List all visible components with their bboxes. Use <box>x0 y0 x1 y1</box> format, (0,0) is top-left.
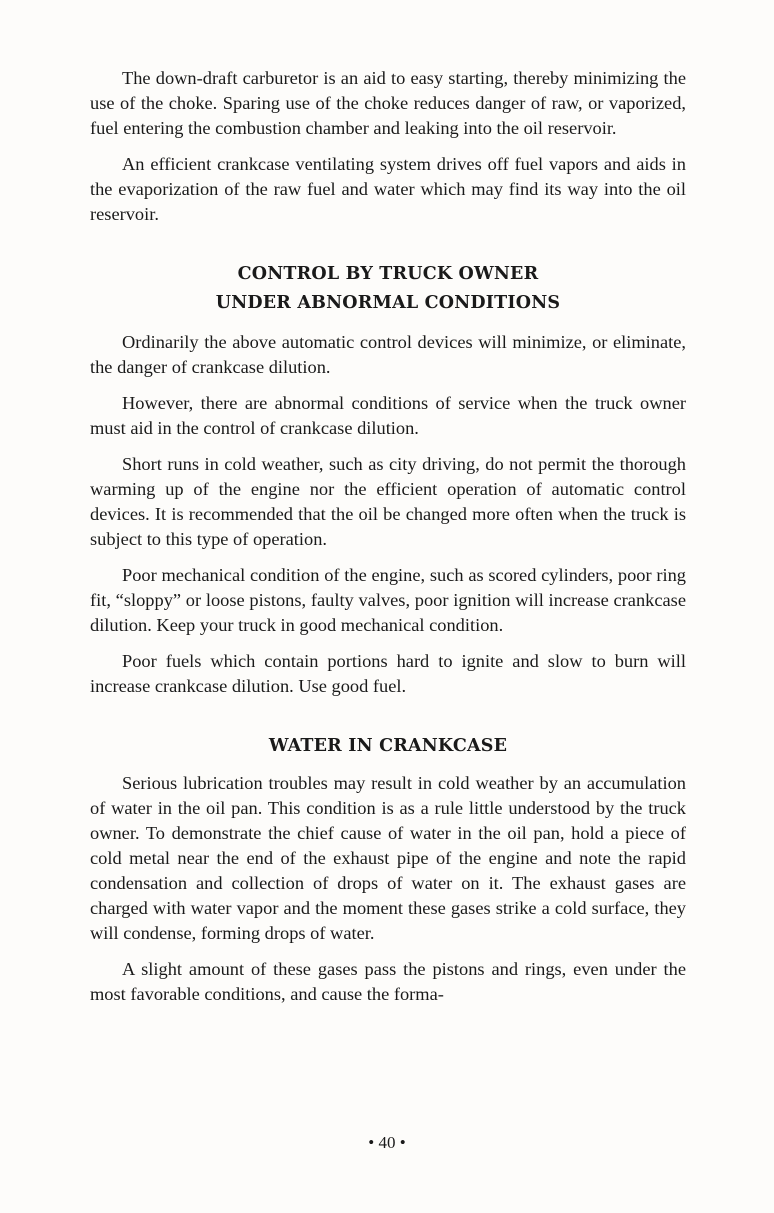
control-paragraph-short-runs: Short runs in cold weather, such as city driving, do not permit the thorough warming up of the engine nor the efficient operation of automatic control devices. It is recommended that the oil be changed more often when the truck is subject to this type of operation. <box>90 454 686 549</box>
section-heading-control <box>90 260 686 318</box>
section-heading-control-line1: CONTROL BY TRUCK OWNER <box>237 264 539 284</box>
control-paragraph-ordinarily: Ordinarily the above automatic control devices will minimize, or eliminate, the danger of crankcase dilution. <box>90 332 686 377</box>
section-heading-water-title: WATER IN CRANKCASE <box>268 736 508 756</box>
intro-paragraph-carburetor: The down-draft carburetor is an aid to easy starting, thereby minimizing the use of the choke. Sparing use of the choke reduces danger of raw, or vaporized, fuel entering the combustion chamber and leaking into the oil reservoir. <box>90 68 686 138</box>
section-heading-control-line2: UNDER ABNORMAL CONDITIONS <box>215 293 561 313</box>
water-paragraph-slight-amount: A slight amount of these gases pass the pistons and rings, even under the most favorable conditions, and cause the forma- <box>90 959 686 1004</box>
control-paragraph-mechanical: Poor mechanical condition of the engine, such as scored cylinders, poor ring fit, “sloppy” or loose pistons, faulty valves, poor ignition will increase crankcase dilution. Keep your truck in good mechanical condition. <box>90 565 686 635</box>
intro-paragraph-ventilating: An efficient crankcase ventilating system drives off fuel vapors and aids in the evaporization of the raw fuel and water which may find its way into the oil reservoir. <box>90 154 686 224</box>
page-number: • 40 • <box>368 1133 406 1152</box>
control-paragraph-however: However, there are abnormal conditions of service when the truck owner must aid in the control of crankcase dilution. <box>90 393 686 438</box>
document-page <box>90 66 686 1018</box>
control-paragraph-fuels: Poor fuels which contain portions hard to ignite and slow to burn will increase crankcase dilution. Use good fuel. <box>90 651 686 696</box>
water-paragraph-serious: Serious lubrication troubles may result in cold weather by an accumulation of water in the oil pan. This condition is as a rule little understood by the truck owner. To demonstrate the chief cause of water in the oil pan, hold a piece of cold metal near the end of the exhaust pipe of the engine and note the rapid condensation and collection of drops of water on it. The exhaust gases are charged with water vapor and the moment these gases strike a cold surface, they will condense, forming drops of water. <box>90 773 686 943</box>
section-heading-water <box>90 732 686 761</box>
